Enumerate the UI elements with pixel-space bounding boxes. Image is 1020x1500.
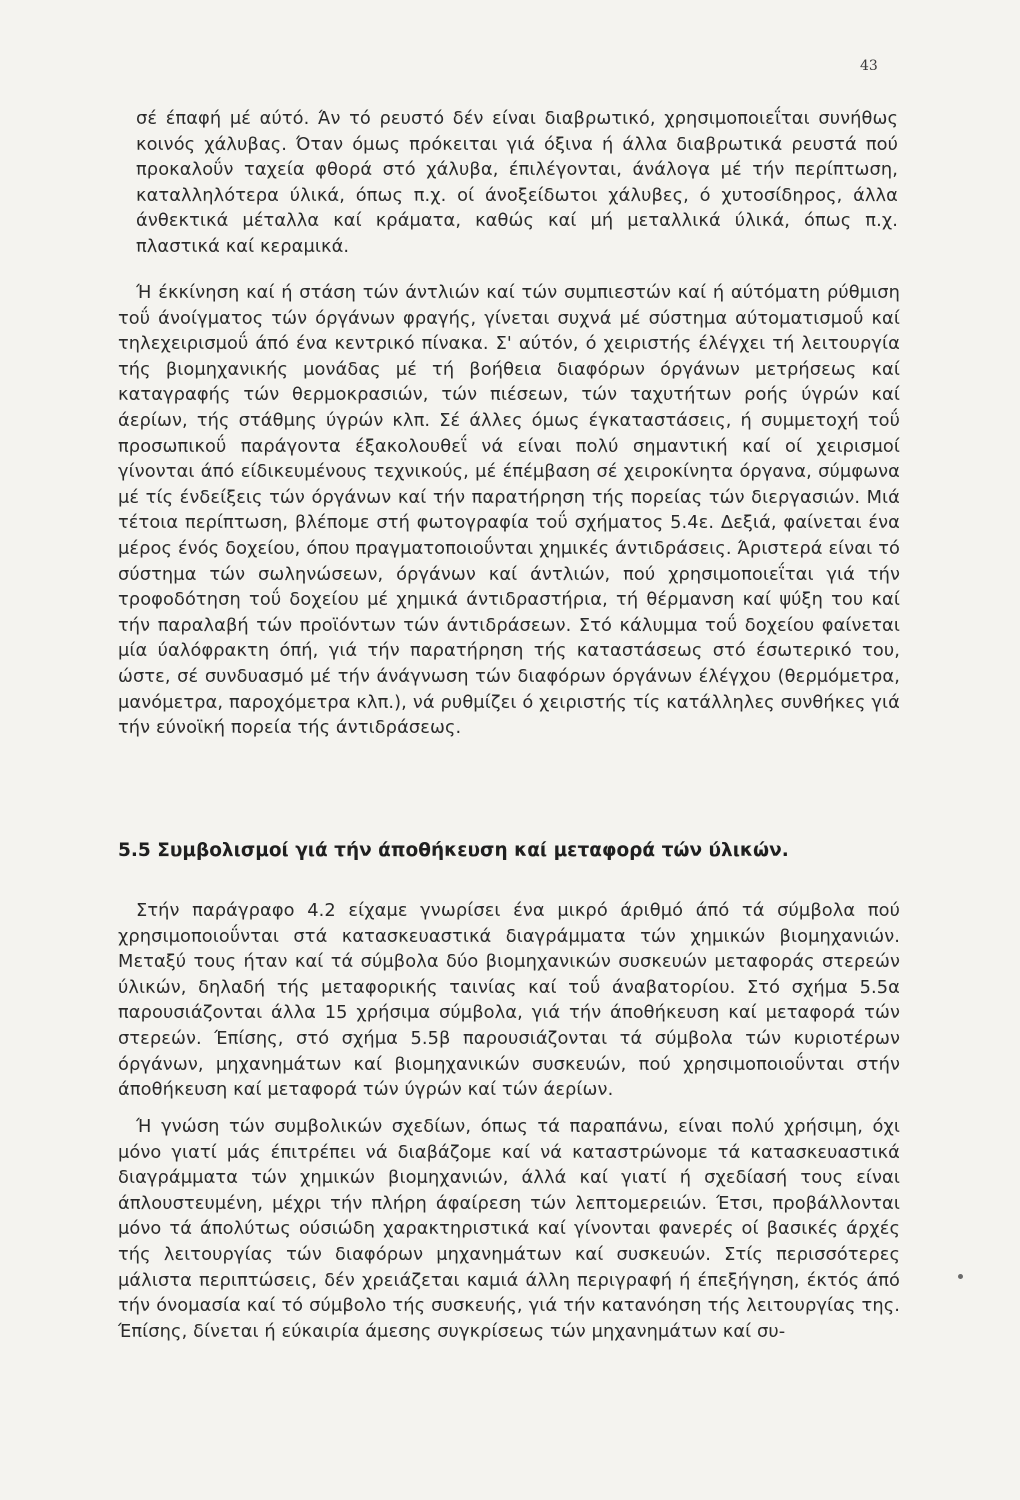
paragraph-symbols-usefulness: Ή γνώση τών συμβολικών σχεδίων, όπως τά παραπάνω, είναι πολύ χρήσιμη, όχι μόνο γιατί μάς έπιτρέπει νά διαβάζομε καί νά καταστρώνομε τά κατασκευαστικά διαγράμματα τών χημικών βιομηχανιών, άλλά καί γιατί ή σχεδίασή τους είναι άπλουστευμένη, μέχρι τήν πλήρη άφαίρεση τών λεπτομερειών. Έτσι, προβάλλονται μόνο τά άπολύτως ούσιώδη χαρακτηριστικά καί γίνονται φανερές οί βασικές άρχές τής λειτουργίας τών διαφόρων μηχανημάτων καί συσκευών. Στίς περισσότερες μάλιστα περιπτώσεις, δέν χρειάζεται καμιά άλλη περιγραφή ή έπεξήγηση, έκτός άπό τήν όνομασία καί τό σύμβολο τής συσκευής, γιά τήν κατανόηση τής λειτουργίας της. Έπίσης, δίνεται ή εύκαιρία άμεσης συγκρίσεως τών μηχανημάτων καί συ-: [118, 1116, 900, 1342]
paragraph-materials: σέ έπαφή μέ αύτό. Άν τό ρευστό δέν είναι διαβρωτικό, χρησιμοποιεΐται συνήθως κοινός χάλυβας. Όταν όμως πρόκειται γιά όξινα ή άλλα διαβρωτικά ρευστά πού προκαλοΰν ταχεία φθορά στό χάλυβα, έπιλέγονται, άνάλογα μέ τήν περίπτωση, καταλληλότερα ύλικά, όπως π.χ. οί άνοξείδωτοι χάλυβες, ό χυτοσίδηρος, άλλα άνθεκτικά μέταλλα καί κράματα, καθώς καί μή μεταλλικά ύλικά, όπως π.χ. πλαστικά καί κεραμικά.: [136, 108, 898, 257]
page-number: 43: [860, 58, 878, 74]
paragraph-control-panel: Ή έκκίνηση καί ή στάση τών άντλιών καί τών συμπιεστών καί ή αύτόματη ρύθμιση τοΰ άνοίγματος τών όργάνων φραγής, γίνεται συχνά μέ σύστημα αύτοματισμοΰ καί τηλεχειρισμοΰ άπό ένα κεντρικό πίνακα. Σ' αύτόν, ό χειριστής έλέγχει τή λειτουργία τής βιομηχανικής μονάδας μέ τή βοήθεια διαφόρων όργάνων μετρήσεως καί καταγραφής τών θερμοκρασιών, τών πιέσεων, τών ταχυτήτων ροής ύγρών καί άερίων, τής στάθμης ύγρών κλπ. Σέ άλλες όμως έγκαταστάσεις, ή συμμετοχή τοΰ προσωπικοΰ παράγοντα έξακολουθεΐ νά είναι πολύ σημαντική καί οί χειρισμοί γίνονται άπό είδικευμένους τεχνικούς, μέ έπέμβαση σέ χειροκίνητα όργανα, σύμφωνα μέ τίς ένδείξεις τών όργάνων καί τήν παρατήρηση τής πορείας τών διεργασιών. Μιά τέτοια περίπτωση, βλέπομε στή φωτογραφία τοΰ σχήματος 5.4ε. Δεξιά, φαίνεται ένα μέρος ένός δοχείου, όπου πραγματοποιοΰνται χημικές άντιδράσεις. Άριστερά είναι τό σύστημα τών σωληνώσεων, όργάνων καί άντλιών, πού χρησιμοποιεΐται γιά τήν τροφοδότηση τοΰ δοχείου μέ χημικά άντιδραστήρια, τή θέρμανση καί ψύξη του καί τήν παραλαβή τών προϊόντων τών άντιδράσεων. Στό κάλυμμα τοΰ δοχείου φαίνεται μία ύαλόφρακτη όπή, γιά τήν παρατήρηση τής καταστάσεως στό έσωτερικό του, ώστε, σέ συνδυασμό μέ τήν άνάγνωση τών διαφόρων όργάνων έλέγχου (θερμόμετρα, μανόμετρα, παροχόμετρα κλπ.), νά ρυθμίζει ό χειριστής τίς κατάλληλες συνθήκες γιά τήν εύνοϊκή πορεία τής άντιδράσεως.: [118, 282, 900, 739]
section-heading: 5.5 Συμβολισμοί γιά τήν άποθήκευση καί μεταφορά τών ύλικών.: [118, 840, 789, 861]
paragraph-symbols-intro: Στήν παράγραφο 4.2 είχαμε γνωρίσει ένα μικρό άριθμό άπό τά σύμβολα πού χρησιμοποιοΰνται στά κατασκευαστικά διαγράμματα τών χημικών βιομηχανιών. Μεταξύ τους ήταν καί τά σύμβολα δύο βιομηχανικών συσκευών μεταφοράς στερεών ύλικών, δηλαδή τής μεταφορικής ταινίας καί τοΰ άναβατορίου. Στό σχήμα 5.5α παρουσιάζονται άλλα 15 χρήσιμα σύμβολα, γιά τήν άποθήκευση καί μεταφορά τών στερεών. Έπίσης, στό σχήμα 5.5β παρουσιάζονται τά σύμβολα τών κυριοτέρων όργάνων, μηχανημάτων καί βιομηχανικών συσκευών, πού χρησιμοποιοΰνται στήν άποθήκευση καί μεταφορά τών ύγρών καί τών άερίων.: [118, 900, 900, 1101]
stray-mark-dot: [958, 1274, 963, 1279]
